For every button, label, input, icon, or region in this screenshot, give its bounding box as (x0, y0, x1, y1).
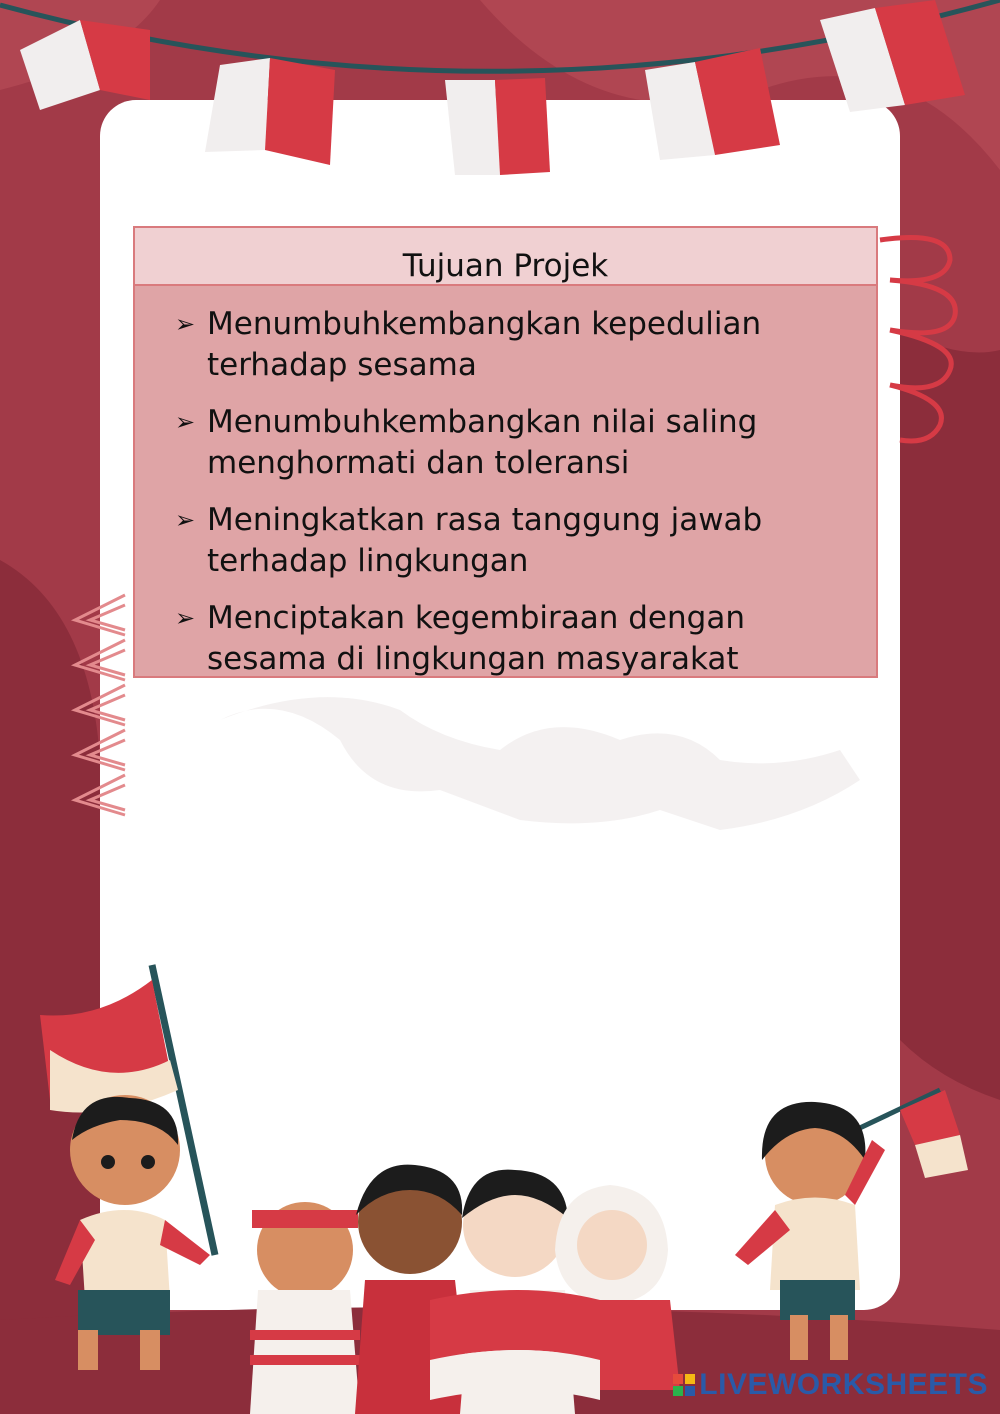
liveworksheets-watermark (673, 1368, 988, 1402)
goal-item (175, 402, 847, 484)
project-goals-card (133, 226, 878, 678)
card-title: Tujuan Projek (402, 248, 609, 284)
bunting-flag-1 (20, 20, 150, 110)
goal-text: Menciptakan kegembiraan dengan sesama di lingkungan masyarakat (207, 600, 745, 677)
watermark-text: LIVEWORKSHEETS (699, 1368, 988, 1401)
arrow-bullet-icon: ➢ (175, 604, 196, 632)
bunting-flag-2 (205, 58, 335, 165)
map-silhouette (200, 680, 880, 850)
goal-item (175, 598, 847, 680)
arrow-bullet-icon: ➢ (175, 310, 196, 338)
spiral-ribbon (870, 230, 980, 450)
chevron-pattern (65, 590, 135, 820)
goal-text: Meningkatkan rasa tanggung jawab terhadap lingkungan (207, 502, 763, 579)
children-with-flags-illustration (0, 960, 1000, 1414)
children-group-middle (250, 1165, 680, 1414)
liveworksheets-logo-icon (673, 1374, 695, 1396)
arrow-bullet-icon: ➢ (175, 408, 196, 436)
goal-item (175, 304, 847, 386)
goal-text: Menumbuhkembangkan nilai saling menghormati dan toleransi (207, 404, 758, 481)
bunting-flag-3 (445, 78, 550, 175)
arrow-bullet-icon: ➢ (175, 506, 196, 534)
goal-item (175, 500, 847, 582)
goals-list (135, 286, 876, 680)
goal-text: Menumbuhkembangkan kepedulian terhadap sesama (207, 306, 762, 383)
bunting-flags (0, 0, 1000, 200)
card-header (135, 228, 876, 286)
child-left (40, 965, 215, 1370)
